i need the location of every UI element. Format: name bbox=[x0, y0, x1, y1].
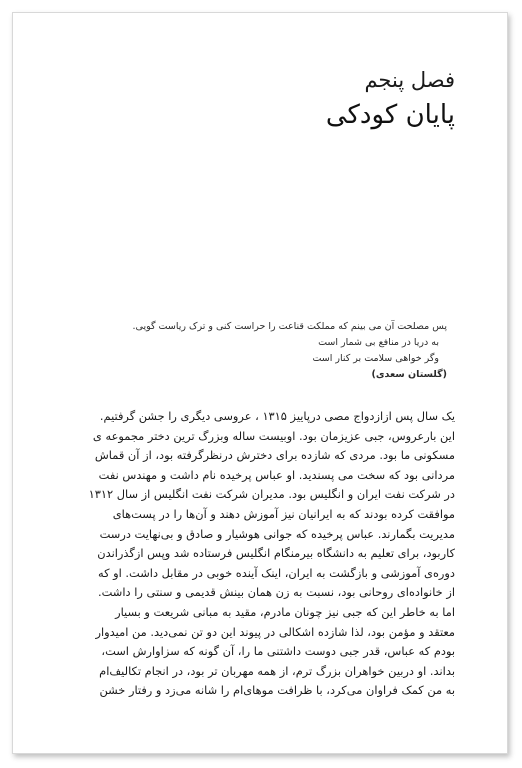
chapter-label: فصل پنجم bbox=[364, 68, 455, 92]
body-line: بداند. او دربین خواهران بزرگ ترم، از همه مهربان تر بود، در انجام تکالیف‌ام bbox=[99, 663, 455, 678]
epigraph-line: وگر خواهی سلامت بر کنار است bbox=[312, 353, 439, 364]
body-line: مسکونی ما بود. مردی که شازده برای دخترش درنظرگرفته بود، از آن قماش bbox=[94, 448, 455, 463]
epigraph-line: به دریا در منافع بی شمار است bbox=[318, 337, 439, 348]
body-line: کاربود، برای تعلیم به دانشگاه بیرمنگام انگلیس فرستاده شد وپس ازگذراندن bbox=[97, 546, 455, 561]
body-line: به من کمک فراوان می‌کرد، با ظرافت موهای‌ام را شانه می‌زد و رفتار خشن bbox=[99, 683, 455, 698]
body-line: از خانواده‌ای روحانی بود، نسبت به زن همان بینش قدیمی و سنتی را داشت. bbox=[98, 585, 455, 600]
book-page bbox=[12, 12, 508, 754]
epigraph-source: (گلستان سعدی) bbox=[371, 369, 447, 380]
body-line: مدیریت بگمارند. عباس پرخیده که جوانی هوشیار و صادق و بی‌نهایت درست bbox=[99, 526, 455, 541]
body-line: دوره‌ی آموزشی و بازگشت به ایران، اینک آینده خوبی در مقابل داشت. او که bbox=[98, 565, 455, 580]
chapter-heading bbox=[326, 65, 455, 135]
chapter-title: پایان کودکی bbox=[325, 100, 455, 130]
body-line: موافقت کرده بودند که به ایرانیان نیز آموزش دهند و آن‌ها را در پست‌های bbox=[112, 506, 455, 521]
body-line: بودم که عباس، قدر جبی دوست داشتنی ما را، آن گونه که سزاوارش است، bbox=[101, 644, 455, 659]
body-line: اما به خاطر این که جبی نیز چونان مادرم، مقید به مبانی شریعت و بسیار bbox=[115, 604, 455, 619]
body-line: یک سال پس ازازدواج مصی درپاییز ۱۳۱۵ ، عروسی دیگری را جشن گرفتیم. bbox=[99, 409, 455, 423]
body-line: مردانی بود که سخت می پسندید. او عباس پرخیده نام داشت و مهندس نفت bbox=[98, 467, 455, 482]
body-text bbox=[61, 407, 455, 701]
body-line: در شرکت نفت ایران و انگلیس بود. مدیران شرکت نفت انگلیس از سال ۱۳۱۲ bbox=[88, 487, 455, 502]
body-line: معتقد و مؤمن بود، لذا شازده اشکالی در پیوند این دو تن نمی‌دید. من امیدوار bbox=[95, 624, 455, 639]
body-line: این بارعروس، جبی عزیزمان بود. اوبیست ساله وبزرگ ترین دختر مجموعه ی bbox=[92, 428, 455, 443]
epigraph-line: پس مصلحت آن می بینم که مملکت قناعت را حراست کنی و ترک ریاست گویی. bbox=[132, 321, 447, 332]
epigraph bbox=[67, 319, 447, 383]
